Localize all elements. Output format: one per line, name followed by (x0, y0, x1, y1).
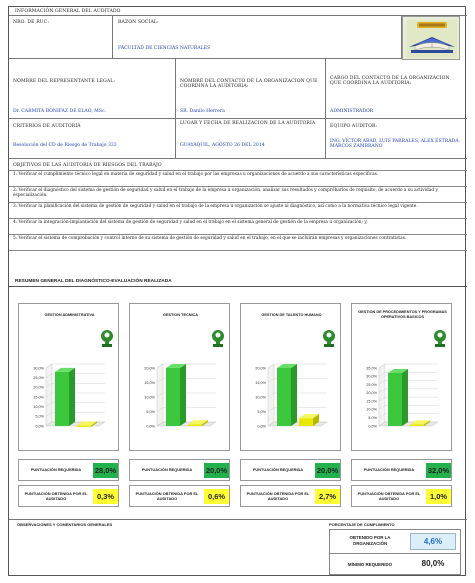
gridline (46, 383, 105, 387)
score-value: 2,7% (315, 489, 340, 504)
chart-side-wall (379, 364, 385, 426)
y-tick-label: 5,0% (368, 416, 377, 421)
summary-rule (9, 286, 467, 287)
equipo-cell (326, 119, 467, 159)
gridline (379, 414, 438, 418)
chart-svg (352, 344, 451, 444)
score-obtained-2 (129, 485, 230, 507)
gridline (157, 408, 216, 412)
score-label: PUNTUACIÓN OBTENIDA POR EL AUDITADO (357, 491, 421, 501)
gridline (157, 393, 216, 397)
y-tick-label: 25,0% (366, 382, 377, 387)
bar-required (55, 368, 75, 426)
representante-value: Dr. CARMITA BONIFAZ DE ELAO, MSc. (13, 109, 107, 114)
chart-svg (19, 344, 118, 444)
y-tick-label: 25,0% (33, 375, 44, 380)
score-required-1 (18, 459, 119, 481)
gridline (379, 397, 438, 401)
score-value: 28,0% (93, 463, 118, 478)
y-tick-label: 30,0% (366, 374, 377, 379)
score-label: PUNTUACIÓN REQUERIDA (252, 467, 304, 472)
y-tick-label: 20,0% (255, 366, 266, 371)
representante-label: NOMBRE DEL REPRESENTANTE LEGAL: (13, 79, 116, 84)
gridline (379, 389, 438, 393)
score-obtained-3 (240, 485, 341, 507)
cargo-value: ADMINISTRADOR (330, 109, 374, 114)
chart-panel-2 (129, 303, 230, 451)
lugar-label: LUGAR Y FECHA DE REALIZACION DE LA AUDITORIA (180, 121, 316, 126)
razon-divider (113, 33, 402, 34)
gridline (268, 364, 327, 368)
y-tick-label: 20,0% (33, 385, 44, 390)
score-required-3 (240, 459, 341, 481)
ruc-label: NRO. DE RUC: (13, 20, 49, 25)
lugar-value: GUAYAQUIL, AGOSTO 26 DEL 2014 (180, 143, 265, 148)
y-tick-label: 10,0% (366, 407, 377, 412)
gridline (46, 403, 105, 407)
footer-rule (9, 519, 467, 520)
obtenido-row (330, 530, 460, 554)
gridline (379, 381, 438, 385)
gridline (157, 379, 216, 383)
general-info-band (9, 7, 467, 16)
gridline (379, 372, 438, 376)
score-obtained-1 (18, 485, 119, 507)
obtenido-value-box (410, 533, 456, 550)
gridline (46, 393, 105, 397)
score-required-2 (129, 459, 230, 481)
objective-item-5: 5. Verificar el sistema de comprobación y control interno de su sistema de gestión de seguridad y salud en el trabajo, en el que se incluirán empresas y organizaciones contratistas. (9, 235, 467, 251)
objective-item-1: 1. Verificar el cumplimiento técnico legal en materia de seguridad y salud en el trabajo por las empresas u organizaciones de acuerdo a sus características específicas. (9, 171, 467, 187)
score-obtained-4 (351, 485, 452, 507)
razon-social-cell (113, 16, 402, 59)
gridline (157, 364, 216, 368)
gridline (46, 412, 105, 416)
institution-logo (402, 16, 460, 60)
summary-title: RESUMEN GENERAL DEL DIAGNÓSTICO-EVALUACIÓN REALIZADA (15, 279, 172, 284)
obtenido-value: 4,6% (423, 537, 443, 546)
criterios-cell (9, 119, 176, 159)
y-tick-label: 10,0% (255, 395, 266, 400)
y-tick-label: 20,0% (366, 391, 377, 396)
y-tick-label: 20,0% (144, 366, 155, 371)
objective-item-3: 3. Verificar la planificación del sistema de gestión de seguridad y salud en el trabajo de la empresa u organización se ajuste al diagnóstico, así como a la normativa técnico legal vigente. (9, 203, 467, 219)
contacto-cell (176, 59, 326, 119)
contacto-value: SR. Danilo Herrera (180, 109, 225, 114)
y-tick-label: 5,0% (146, 409, 155, 414)
y-tick-label: 10,0% (144, 395, 155, 400)
bar-required (277, 364, 297, 426)
score-value: 0,3% (93, 489, 118, 504)
razon-social-value: FACULTAD DE CIENCIAS NATURALES (118, 46, 211, 51)
y-tick-label: 35,0% (366, 366, 377, 371)
gridline (379, 405, 438, 409)
chart-panel-4 (351, 303, 452, 451)
cumplimiento-table (329, 529, 461, 575)
score-label: PUNTUACIÓN REQUERIDA (141, 467, 193, 472)
criterios-value: Resolución del CD de Riesgo de Trabajo 333 (13, 143, 117, 148)
y-tick-label: 15,0% (33, 395, 44, 400)
score-value: 20,0% (315, 463, 340, 478)
gridline (268, 379, 327, 383)
equipo-label: EQUIPO AUDITOR: (330, 124, 378, 129)
score-required-4 (351, 459, 452, 481)
gridline (268, 393, 327, 397)
y-tick-label: 5,0% (257, 409, 266, 414)
chart-title: GESTION ADMINISTRATIVA (44, 312, 95, 317)
score-label: PUNTUACIÓN OBTENIDA POR EL AUDITADO (246, 491, 310, 501)
ruc-cell (9, 16, 113, 59)
y-tick-label: 0,0% (35, 424, 44, 429)
chart-title: GESTION TECNICA (162, 312, 199, 317)
obtenido-label: OBTENIDO POR LA ORGANIZACIÓN (349, 535, 391, 546)
lugar-cell (176, 119, 326, 159)
chart-panel-1 (18, 303, 119, 451)
gridline (46, 374, 105, 378)
audit-summary-sheet (8, 6, 466, 576)
objective-item-2: 2. Verificar el diagnóstico del sistema de gestión de seguridad y salud en el trabajo de la empresa u organización, analizar sus resultados y compróbarlos de requisito, de acuerdo a su actividad y especialización. (9, 187, 467, 203)
bar-required (388, 369, 408, 426)
general-info-title: INFORMACIÓN GENERAL DEL AUDITADO (15, 9, 121, 14)
y-tick-label: 10,0% (33, 404, 44, 409)
score-value: 32,0% (426, 463, 451, 478)
equipo-value: ING. VICTOR ABAD, LUIS PARRALES, ALEX ESTRADA, MARCOS ZAMBRANO (330, 139, 460, 150)
porcentaje-label: PORCENTAJE DE CUMPLIMIENTO (329, 522, 395, 527)
criterios-label: CRITERIOS DE AUDITORIA (13, 124, 81, 129)
score-value: 1,0% (426, 489, 451, 504)
objective-item-4: 4. Verificar la integración-implantación del sistema de gestión de seguridad y salud en el trabajo en el sistema general de gestión de la empresa u organización; y, (9, 219, 467, 235)
score-label: PUNTUACIÓN REQUERIDA (363, 467, 415, 472)
razon-social-label: RAZON SOCIAL: (118, 20, 159, 25)
chart-title: GESTION DE TALENTO HUMANO (261, 312, 322, 317)
representante-cell (9, 59, 176, 119)
chart-floor (268, 422, 327, 426)
y-tick-label: 0,0% (146, 424, 155, 429)
y-tick-label: 5,0% (35, 414, 44, 419)
minimo-value: 80,0% (421, 559, 445, 568)
gridline (268, 408, 327, 412)
cargo-label: CARGO DEL CONTACTO DE LA ORGANIZACION QUE COORDINA LA AUDITORIA: (330, 76, 450, 87)
minimo-label: MÍNIMO REQUERIDO (347, 562, 393, 567)
gridline (379, 364, 438, 368)
bar-required (166, 364, 186, 426)
score-label: PUNTUACIÓN OBTENIDA POR EL AUDITADO (24, 491, 88, 501)
y-tick-label: 30,0% (33, 366, 44, 371)
contacto-label: NOMBRE DEL CONTACTO DE LA ORGANIZACION QUE COORDINA LA AUDITORIA: (180, 79, 318, 90)
observaciones-label: OBSERVACIONES Y COMENTARIOS GENERALES (17, 522, 113, 527)
y-tick-label: 15,0% (144, 380, 155, 385)
objectives-title: OBJETIVOS DE LAS AUDITORIA DE RIESGOS DEL TRABAJO (13, 163, 162, 168)
cargo-cell (326, 59, 467, 119)
y-tick-label: 15,0% (366, 399, 377, 404)
objectives-title-row (9, 159, 467, 171)
chart-svg (130, 344, 229, 444)
score-label: PUNTUACIÓN REQUERIDA (30, 467, 82, 472)
chart-floor (157, 422, 216, 426)
chart-panel-3 (240, 303, 341, 451)
score-label: PUNTUACIÓN OBTENIDA POR EL AUDITADO (135, 491, 199, 501)
book-logo-icon (403, 17, 461, 61)
y-tick-label: 15,0% (255, 380, 266, 385)
chart-floor (379, 422, 438, 426)
chart-svg (241, 344, 340, 444)
score-value: 0,6% (204, 489, 229, 504)
gridline (46, 364, 105, 368)
y-tick-label: 0,0% (257, 424, 266, 429)
y-tick-label: 0,0% (368, 424, 377, 429)
chart-title: GESTION DE PROCEDIMIENTOS Y PROGRAMAS OPERATIVOS BASICOS (358, 310, 447, 319)
score-value: 20,0% (204, 463, 229, 478)
